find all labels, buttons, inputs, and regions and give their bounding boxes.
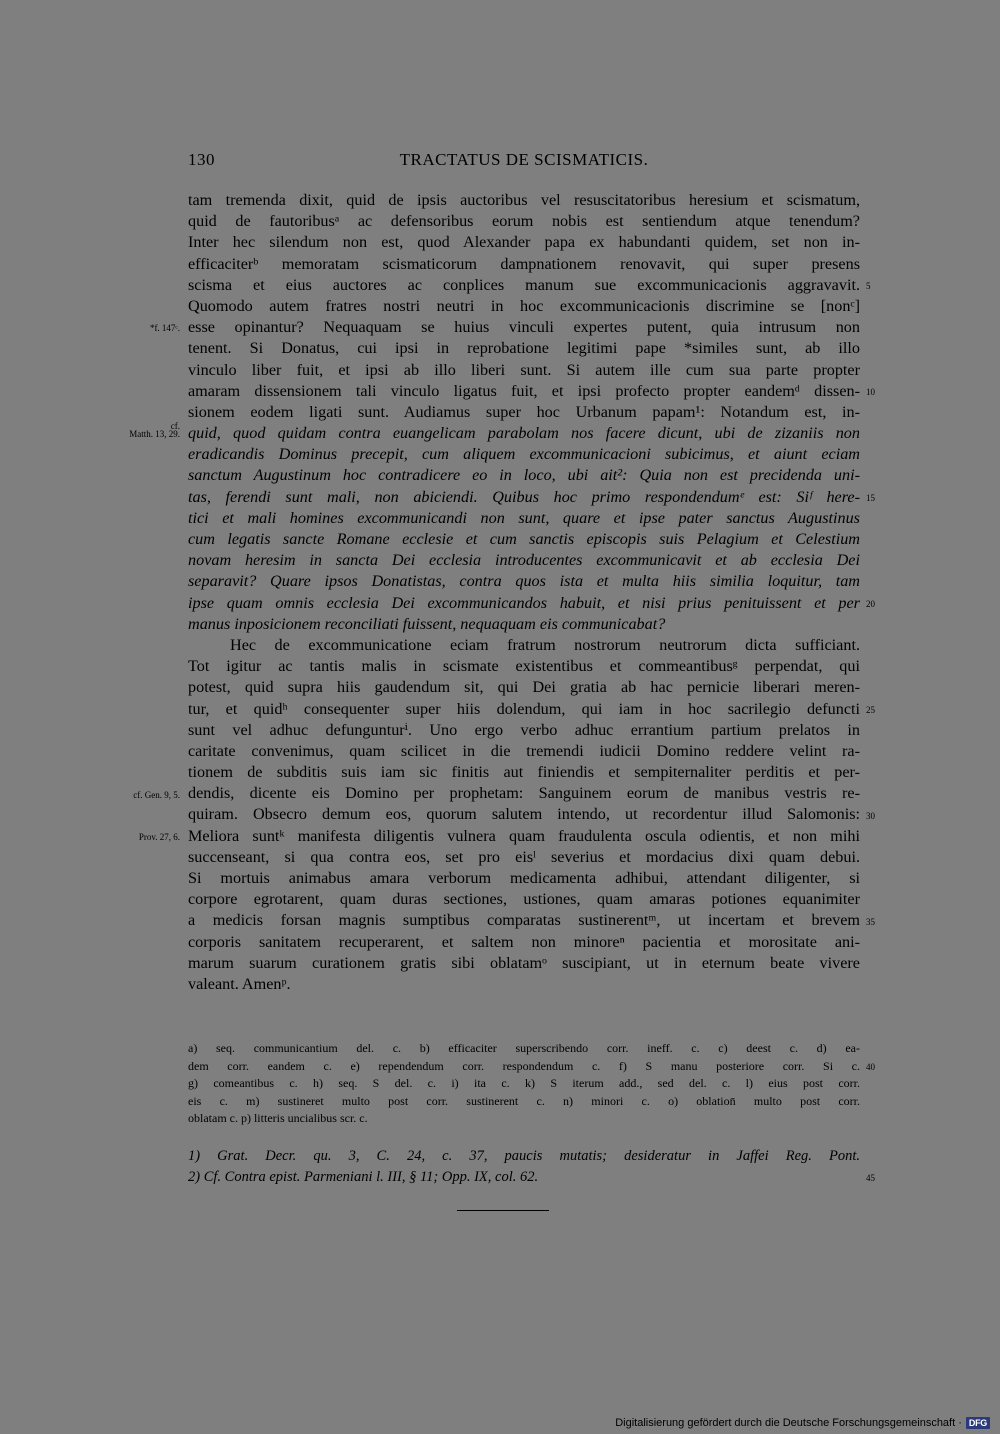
text-line: quid, quod quidam contra euangelicam parabolam nos facere dicunt, ubi de zizaniis non [188, 424, 860, 443]
text-line: efficaciterᵇ memoratam scismaticorum dampnationem renovavit, qui super presens [188, 254, 860, 273]
text-line: succenseant, si qua contra eos, set pro eisˡ severius et mordacius dixi quam debui. [188, 847, 860, 866]
text-line: Quomodo autem fratres nostri neutri in hoc excommunicacionis discrimine se [nonᶜ] [188, 296, 860, 315]
margin-reference: cf. [170, 420, 180, 431]
line-number: 5 [866, 280, 871, 291]
page-number: 130 [188, 150, 215, 169]
dfg-logo: DFG [966, 1417, 990, 1429]
text-line: caritate convenimus, quam scilicet in die tremendi iudicii Domino reddere velint ra- [188, 741, 860, 760]
text-line: tionem de subditis suis iam sic finitis aut finiendis et sempiternaliter perditis et per- [188, 763, 860, 782]
text-line: eradicandis Dominus precepit, cum aliquem excommunicacioni subicimus, et aiunt eciam [188, 445, 860, 464]
text-line: tenent. Si Donatus, cui ipsi in reprobatione legitimi pape *similes sunt, ab illo [188, 339, 860, 358]
text-line: vinculo liber fuit, et ipsi ab illo liberi sunt. Si autem ille cum sua parte propter [188, 360, 860, 379]
critical-apparatus [188, 1040, 860, 1128]
text-line: novam heresim in sancta Dei ecclesia introducentes excommunicavit et ab ecclesia Dei [188, 551, 860, 570]
line-number: 10 [866, 386, 875, 397]
footer-text: Digitalisierung gefördert durch die Deutsche Forschungsgemeinschaft · [615, 1417, 962, 1429]
line-number: 20 [866, 598, 875, 609]
main-text [188, 190, 860, 995]
text-line: corpore egrotarent, quam duras sectiones, ustiones, quam amaras potiones equanimiter [188, 890, 860, 909]
apparatus-line: dem corr. eandem c. e) rependendum corr. respondendum c. f) S manu posteriore corr. Si c. [188, 1058, 860, 1073]
line-number: 25 [866, 704, 875, 715]
apparatus-line: a) seq. communicantium del. c. b) efficaciter superscribendo corr. ineff. c. c) deest c. d) ea- [188, 1041, 860, 1055]
apparatus-line: g) comeantibus c. h) seq. S del. c. i) ita c. k) S iterum add., sed del. c. l) eius post corr. [188, 1076, 860, 1090]
text-line: sionem eodem ligati sunt. Audiamus super hoc Urbanum papam¹: Notandum est, in- [188, 402, 860, 421]
text-line: dendis, dicente eis Domino per prophetam: Sanguinem eorum de manibus vestris re- [188, 784, 860, 803]
text-line: sanctum Augustinum hoc contradicere eo in loco, ubi ait²: Quia non est precidenda uni- [188, 466, 860, 485]
text-line: a medicis forsan magnis sumptibus comparatas sustinerentᵐ, ut incertam et brevem [188, 911, 860, 930]
text-line: quiram. Obsecro demum eos, quorum salutem intendo, ut recordentur illud Salomonis: [188, 805, 860, 824]
text-line: esse opinantur? Nequaquam se huius vinculi expertes putent, quia intrusum non [188, 318, 860, 337]
text-line: valeant. Amenᵖ. [188, 974, 291, 993]
text-line: tici et mali homines excommunicandi non sunt, quare et ipse pater sanctus Augustinus [188, 508, 860, 527]
text-line: Inter hec silendum non est, quod Alexander papa ex habundanti quidem, set non in- [188, 233, 860, 252]
text-line: manus inposicionem reconciliati fuissent, nequaquam eis communicabat? [188, 614, 666, 633]
line-number: 35 [866, 916, 875, 927]
text-line: tam tremenda dixit, quid de ipsis auctoribus vel resuscitatoribus heresium et scismatum, [188, 191, 860, 209]
text-line: Meliora suntᵏ manifesta diligentis vulnera quam fraudulenta oscula odientis, et non mihi [188, 826, 860, 845]
text-line: Tot igitur ac tantis malis in scismate existentibus et commeantibusᵍ perpendat, qui [188, 657, 860, 676]
text-line: scisma et eius auctores ac conplices manum sue excommunicacionis aggravavit. [188, 275, 860, 294]
line-number: 15 [866, 492, 875, 503]
text-line: ipse quam omnis ecclesia Dei excommunicandos habuit, et nisi prius penituissent et per [188, 593, 860, 612]
source-footnotes [188, 1146, 860, 1188]
footer [615, 1416, 990, 1430]
source-note: 1) Grat. Decr. qu. 3, C. 24, c. 37, paucis mutatis; desideratur in Jaffei Reg. Pont. [188, 1148, 860, 1164]
running-header [188, 150, 860, 174]
margin-reference: Matth. 13, 29. [129, 429, 180, 440]
text-line: corporis sanitatem recuperarent, et saltem non minoreⁿ pacientia et morositate ani- [188, 932, 860, 951]
apparatus-line: eis c. m) sustineret multo post corr. sustinerent c. n) minori c. o) oblation̄ multo post corr. [188, 1093, 860, 1108]
text-line: tas, ferendi sunt mali, non abiciendi. Quibus hoc primo respondendumᵉ est: Siᶠ here- [188, 487, 860, 506]
running-title: TRACTATUS DE SCISMATICIS. [399, 150, 649, 169]
apparatus-line: oblatam c. p) litteris uncialibus scr. c. [188, 1111, 368, 1125]
source-note: 2) Cf. Contra epist. Parmeniani l. III, § 11; Opp. IX, col. 62. [188, 1169, 539, 1185]
text-line: amaram dissensionem tali vinculo ligatus fuit, et ipsi profecto propter eandemᵈ dissen- [188, 381, 860, 400]
text-line: tur, et quidʰ consequenter super hiis dolendum, qui iam in hoc sacrilegio defuncti [188, 699, 860, 718]
text-line: potest, quid supra hiis gaudendum sit, qui Dei gratia ab hac pernicie liberari meren- [188, 678, 860, 697]
line-number: 30 [866, 810, 875, 821]
closing-rule [457, 1210, 549, 1211]
margin-reference: cf. Gen. 9, 5. [133, 789, 180, 800]
text-line: Si mortuis animabus amara verborum medicamenta adhibui, attendant diligenter, si [188, 869, 860, 887]
text-line: quid de fautoribusᵃ ac defensoribus eorum nobis est sentiendum atque tenendum? [188, 212, 860, 231]
text-line: cum legatis sancte Romane ecclesie et cum sanctis episcopis suis Pelagium et Celestium [188, 530, 860, 548]
text-line: Hec de excommunicatione eciam fratrum nostrorum neutrorum dicta sufficiant. [230, 635, 860, 654]
text-line: separavit? Quare ipsos Donatistas, contra quos ista et multa hiis similia loquitur, tam [188, 572, 860, 591]
margin-reference: Prov. 27, 6. [138, 832, 180, 842]
text-line: marum suarum curationem gratis sibi oblatamᵒ suscipiant, ut in eternum beate vivere [188, 953, 860, 972]
line-number: 40 [866, 1061, 875, 1072]
text-line: sunt vel adhuc defungunturⁱ. Uno ergo verbo adhuc errantium partium prelatos in [188, 720, 860, 739]
line-number: 45 [866, 1173, 875, 1183]
margin-reference: *f. 147ᶜ. [149, 323, 180, 334]
